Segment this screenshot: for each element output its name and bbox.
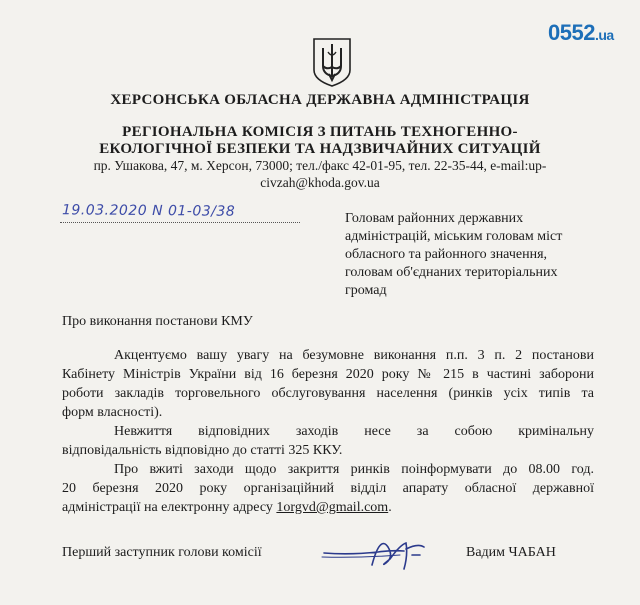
address-line1: пр. Ушакова, 47, м. Херсон, 73000; тел./факс 42-01-95, тел. 22-35-44, e-mail:up- [93, 158, 547, 173]
body-paragraph-2 [62, 422, 594, 460]
letter-subject: Про виконання постанови КМУ [62, 314, 253, 329]
body-line: роботи закладів торговельного обслуговування населення (ринків усіх типів та [62, 386, 594, 401]
body-line: Кабінету Міністрів України від 16 березня 2020 року № 215 в частині заборони [62, 367, 594, 382]
trident-emblem-icon [311, 36, 353, 88]
org-name: ХЕРСОНСЬКА ОБЛАСНА ДЕРЖАВНА АДМІНІСТРАЦІЯ [110, 92, 530, 108]
reference-underline [60, 222, 300, 224]
recipient-line: головам об'єднаних територіальних [345, 265, 558, 280]
body-line: адміністрації на електронну адресу 1orgvd@gmail.com. [62, 500, 392, 515]
watermark-text: 0552.ua [548, 20, 614, 45]
recipient-line: адміністрацій, міським головам міст [345, 229, 563, 244]
body-line: 20 березня 2020 року організаційний відділ апарату обласної державної [62, 481, 594, 496]
signatory-title: Перший заступник голови комісії [62, 545, 262, 560]
body-line: відповідальність відповідно до статті 325 ККУ. [62, 443, 343, 458]
handwritten-signature-icon [320, 525, 440, 580]
body-paragraph-1 [62, 346, 594, 422]
body-paragraph-3 [62, 460, 594, 517]
recipient-line: обласного та районного значення, [345, 247, 548, 262]
body-line: Акцентуємо вашу увагу на безумовне виконання п.п. 3 п. 2 постанови [114, 348, 594, 363]
recipient-line: Головам районних державних [345, 211, 524, 226]
recipients-block [345, 210, 605, 300]
commission-name-line2: ЕКОЛОГІЧНОЇ БЕЗПЕКИ ТА НАДЗВИЧАЙНИХ СИТУАЦІЙ [99, 141, 541, 157]
body-line: Невжиття відповідних заходів несе за собою кримінальну [114, 424, 594, 439]
commission-name-line1: РЕГІОНАЛЬНА КОМІСІЯ З ПИТАНЬ ТЕХНОГЕННО- [122, 124, 518, 140]
body-line: Про вжиті заходи щодо закриття ринків поінформувати до 08.00 год. [114, 462, 594, 477]
handwritten-reference: 19.03.2020 N 01-03/38 [61, 202, 236, 220]
signatory-name: Вадим ЧАБАН [466, 545, 556, 560]
address-line2: civzah@khoda.gov.ua [260, 175, 380, 190]
site-watermark [548, 18, 628, 58]
body-line: форм власності). [62, 405, 163, 420]
recipient-line: громад [345, 283, 387, 298]
contact-email-link[interactable]: 1orgvd@gmail.com [276, 500, 389, 515]
